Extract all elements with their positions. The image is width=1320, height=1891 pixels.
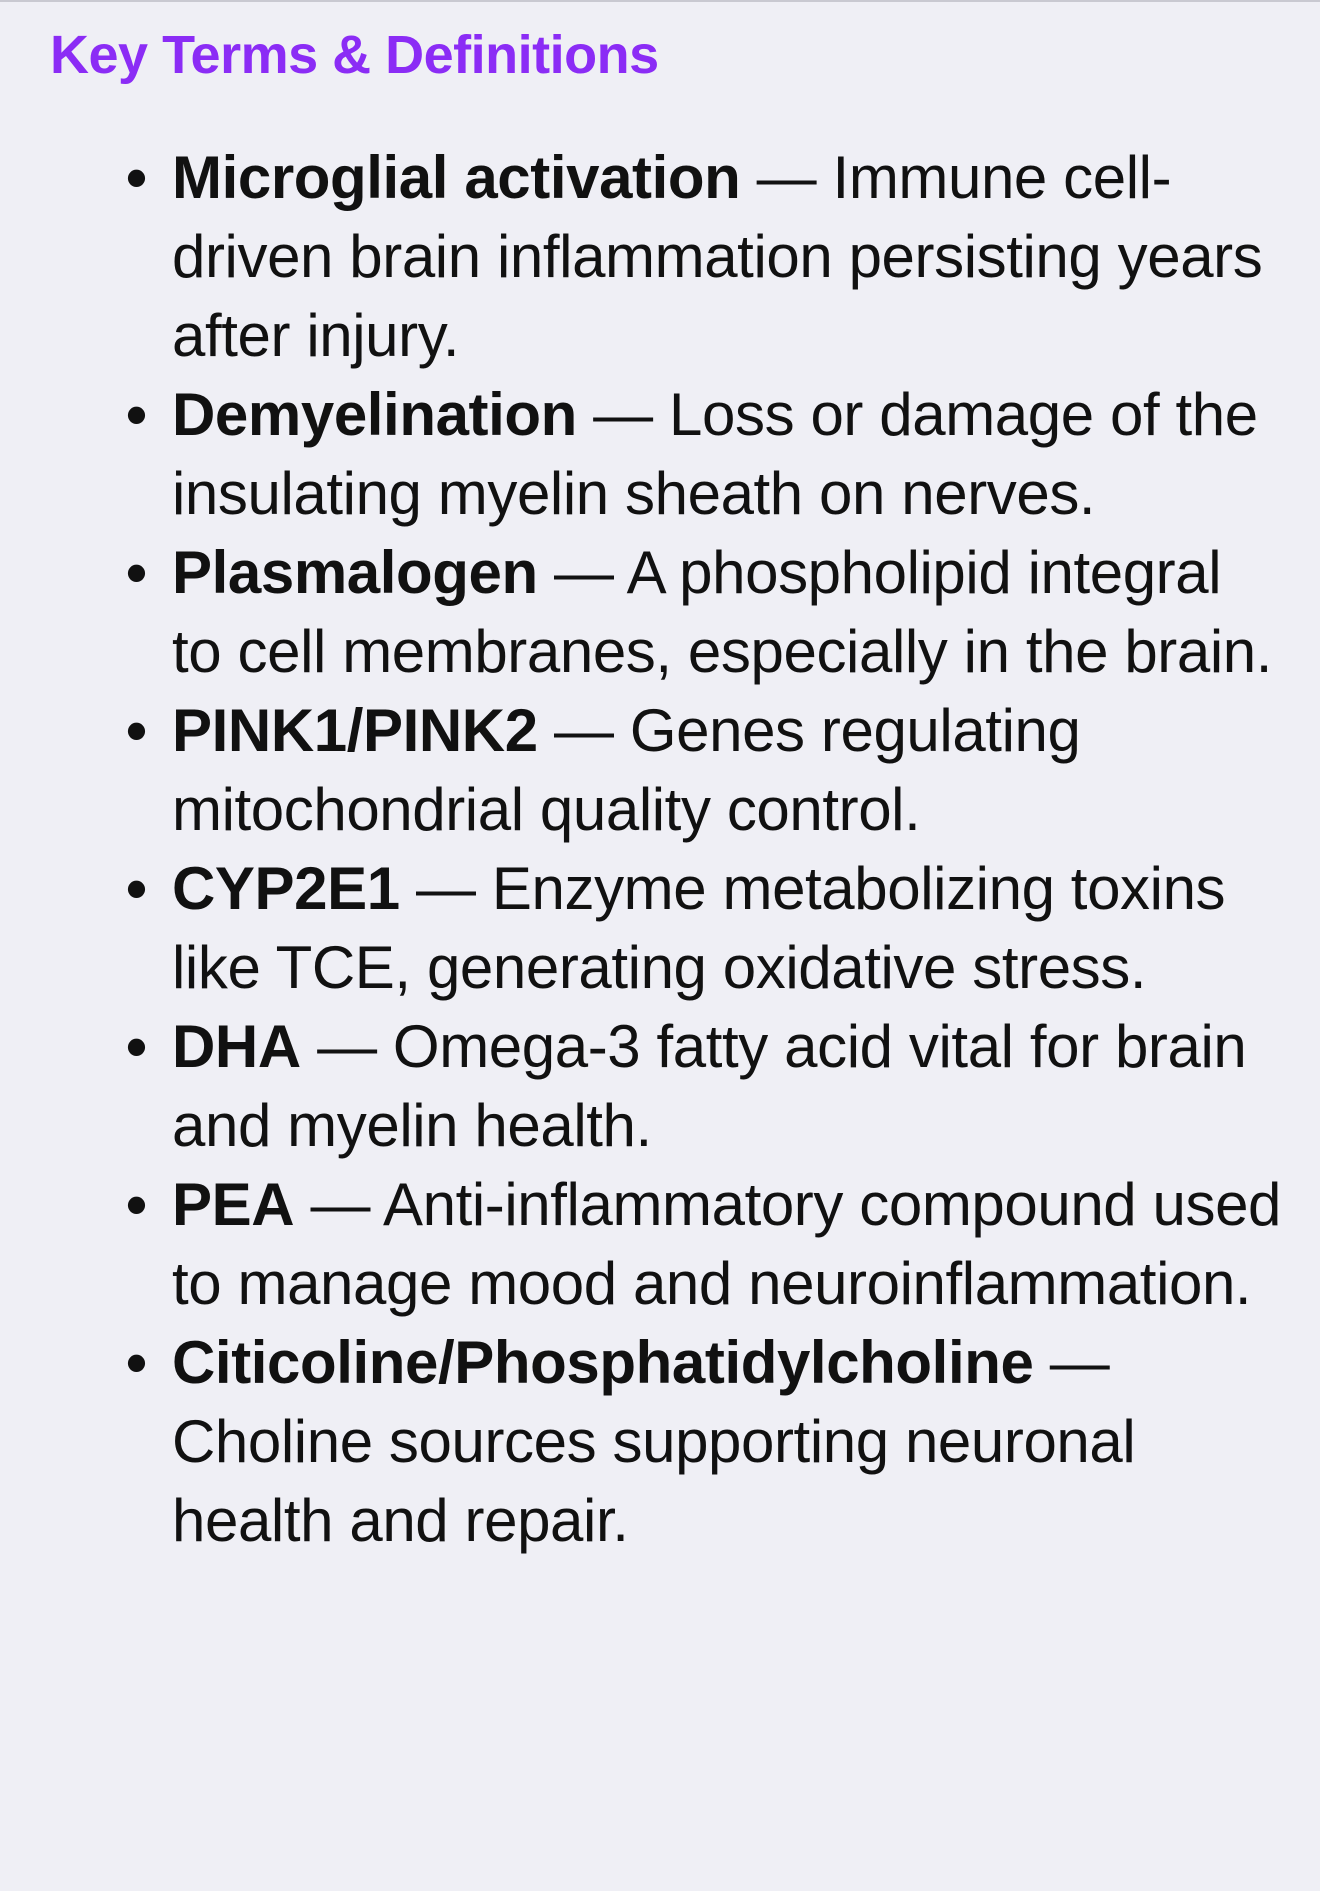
definition-item (126, 533, 1282, 691)
bullet-icon: • (126, 855, 147, 922)
definition-item (126, 138, 1282, 375)
term-label: CYP2E1 (172, 855, 400, 922)
term-definition: — Anti-inflammatory compound used to manage mood and neuroinflammation. (172, 1171, 1282, 1317)
bullet-icon: • (126, 144, 147, 211)
section-heading: Key Terms & Definitions (50, 25, 659, 85)
term-label: PINK1/PINK2 (172, 697, 538, 764)
term-definition: — A phospholipid integral to cell membranes, especially in the brain. (172, 539, 1273, 685)
bullet-icon: • (126, 539, 147, 606)
bullet-icon: • (126, 1329, 147, 1396)
bullet-icon: • (126, 1013, 147, 1080)
term-label: Plasmalogen (172, 539, 538, 606)
term-definition: — Loss or damage of the insulating myelin sheath on nerves. (172, 381, 1258, 527)
definition-item (126, 1165, 1282, 1323)
bullet-icon: • (126, 381, 147, 448)
definition-item (126, 691, 1282, 849)
bullet-icon: • (126, 1171, 147, 1238)
term-definition: — Choline sources supporting neuronal health and repair. (172, 1329, 1136, 1554)
term-definition: — Omega-3 fatty acid vital for brain and myelin health. (172, 1013, 1247, 1159)
definitions-list (126, 138, 1282, 1560)
term-label: DHA (172, 1013, 301, 1080)
term-label: Citicoline/Phosphatidylcholine (172, 1329, 1034, 1396)
term-label: Demyelination (172, 381, 577, 448)
definition-item (126, 1323, 1282, 1560)
definition-item (126, 849, 1282, 1007)
definition-item (126, 375, 1282, 533)
term-definition: — Enzyme metabolizing toxins like TCE, generating oxidative stress. (172, 855, 1226, 1001)
term-label: PEA (172, 1171, 295, 1238)
definition-item (126, 1007, 1282, 1165)
bullet-icon: • (126, 697, 147, 764)
term-label: Microglial activation (172, 144, 741, 211)
term-definition: — Genes regulating mitochondrial quality control. (172, 697, 1081, 843)
term-definition: — Immune cell-driven brain inflammation persisting years after injury. (172, 144, 1263, 369)
